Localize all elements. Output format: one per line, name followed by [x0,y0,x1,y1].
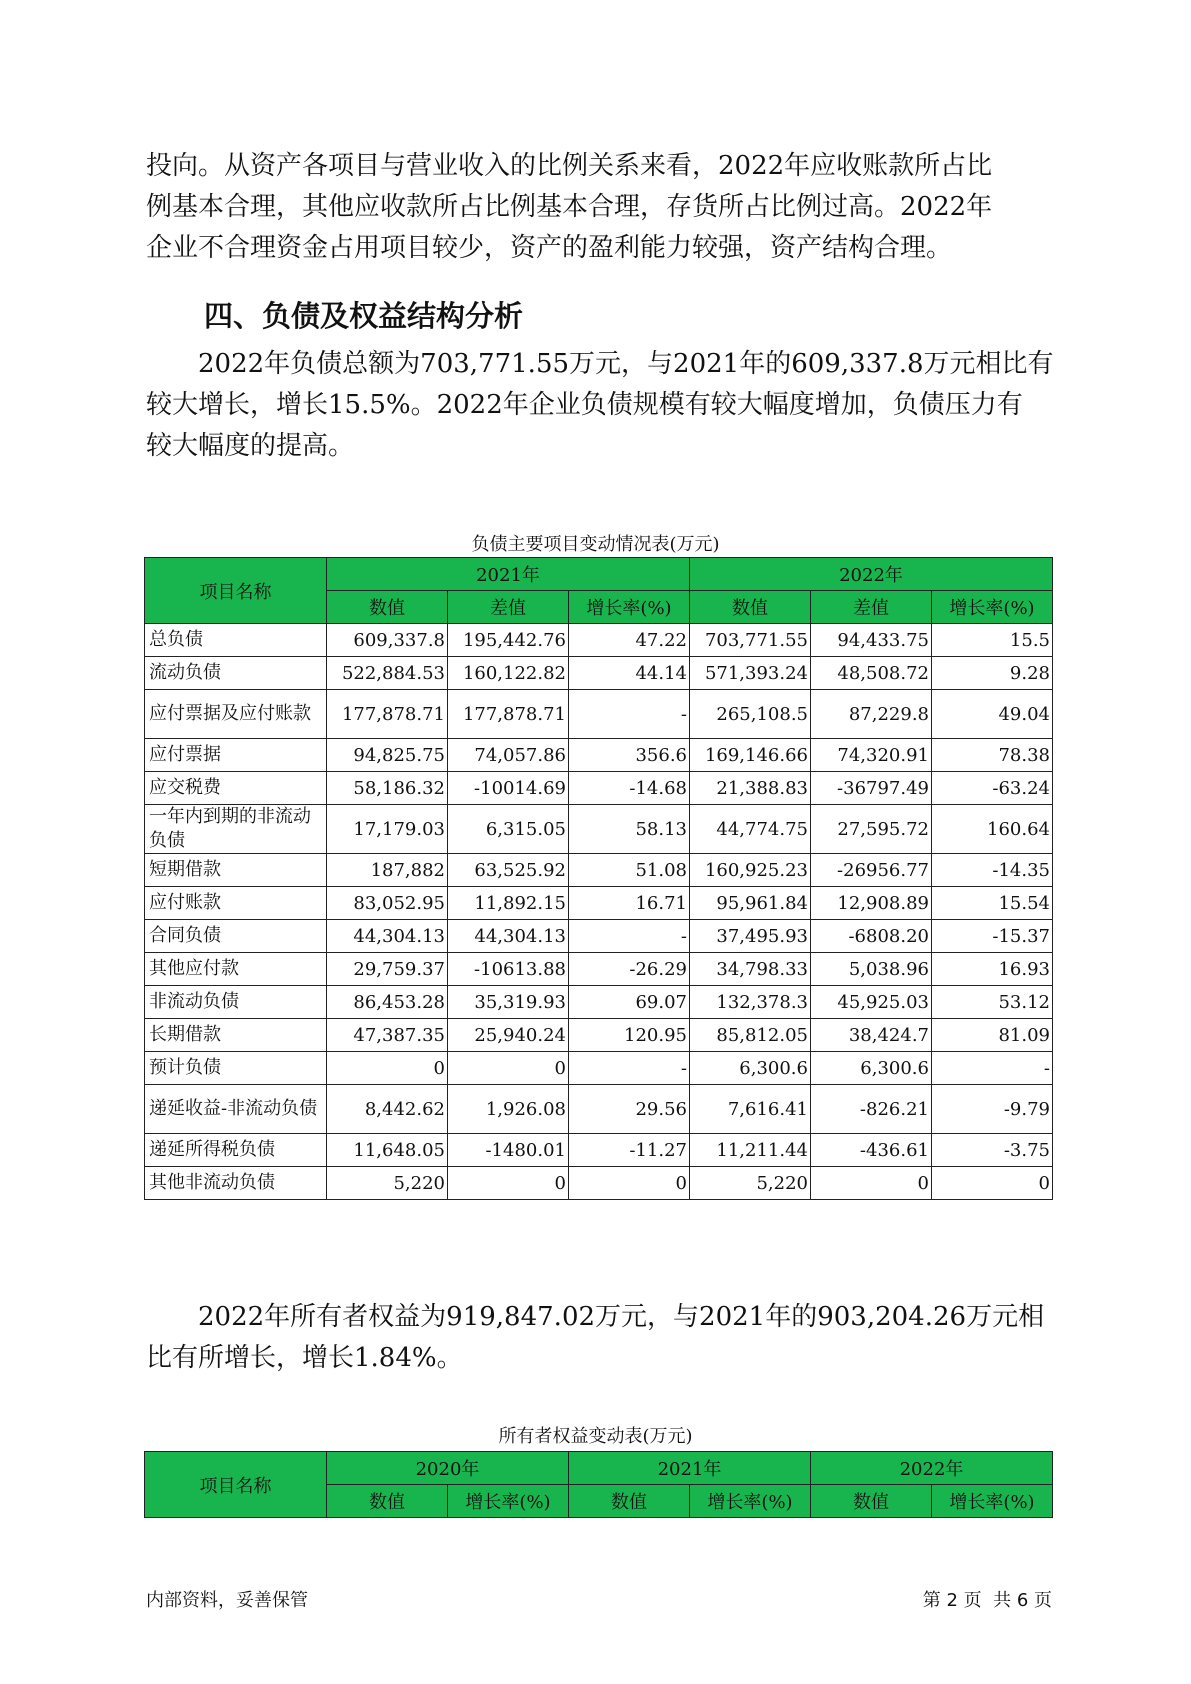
header-year: 2020年 [327,1452,569,1485]
table-cell: 44,774.75 [690,805,811,854]
subheader-cell: 增长率(%) [448,1485,569,1518]
table-cell: 1,926.08 [448,1085,569,1134]
table-cell: 47,387.35 [327,1019,448,1052]
table-cell: 58.13 [569,805,690,854]
table-cell: 9.28 [932,657,1053,690]
table-cell: 29,759.37 [327,953,448,986]
subheader-cell: 增长率(%) [569,591,690,624]
paragraph-line: 2022年所有者权益为919,847.02万元，与2021年的903,204.26万元相 [198,1302,1045,1332]
table-row [145,1085,1053,1134]
row-label: 递延所得税负债 [145,1134,327,1167]
table-cell: 120.95 [569,1019,690,1052]
table-row [145,772,1053,805]
table-cell: 6,315.05 [448,805,569,854]
table-cell: 45,925.03 [811,986,932,1019]
table-row [145,887,1053,920]
row-label: 应付票据及应付账款 [145,690,327,739]
table-cell: -10613.88 [448,953,569,986]
paragraph-line: 企业不合理资金占用项目较少，资产的盈利能力较强，资产结构合理。 [146,233,953,263]
table-cell: 5,220 [690,1167,811,1200]
row-label: 非流动负债 [145,986,327,1019]
table-row [145,624,1053,657]
header-year: 2022年 [811,1452,1053,1485]
table-cell: 74,320.91 [811,739,932,772]
table-cell: 37,495.93 [690,920,811,953]
table-cell: - [932,1052,1053,1085]
table-cell: 160,925.23 [690,854,811,887]
table-cell: -11.27 [569,1134,690,1167]
subheader-cell: 增长率(%) [932,591,1053,624]
row-label: 一年内到期的非流动负债 [145,805,327,854]
table-cell: 15.54 [932,887,1053,920]
row-label: 短期借款 [145,854,327,887]
table-cell: -14.35 [932,854,1053,887]
table-cell: 85,812.05 [690,1019,811,1052]
table-cell: -63.24 [932,772,1053,805]
table-row [145,986,1053,1019]
table-cell: 177,878.71 [448,690,569,739]
footer-confidential-note: 内部资料，妥善保管 [146,1590,308,1611]
table-cell: 81.09 [932,1019,1053,1052]
table-cell: -826.21 [811,1085,932,1134]
table-cell: 522,884.53 [327,657,448,690]
header-year: 2021年 [569,1452,811,1485]
table-cell: 25,940.24 [448,1019,569,1052]
subheader-cell: 数值 [690,591,811,624]
table-cell: 21,388.83 [690,772,811,805]
row-label: 应付账款 [145,887,327,920]
subheader-cell: 增长率(%) [690,1485,811,1518]
table-cell: - [569,690,690,739]
table-row [145,690,1053,739]
paragraph-line: 例基本合理，其他应收款所占比例基本合理，存货所占比例过高。2022年 [146,192,993,222]
table-cell: 12,908.89 [811,887,932,920]
subheader-cell: 差值 [811,591,932,624]
table-cell: -1480.01 [448,1134,569,1167]
table-cell: 8,442.62 [327,1085,448,1134]
table-cell: 0 [569,1167,690,1200]
table-cell: 78.38 [932,739,1053,772]
table-cell: 27,595.72 [811,805,932,854]
footer-page-number: 第 2 页 共 6 页 [922,1590,1052,1611]
table-row [145,657,1053,690]
table-cell: 11,892.15 [448,887,569,920]
table-cell: 17,179.03 [327,805,448,854]
table-row [145,920,1053,953]
table-cell: 83,052.95 [327,887,448,920]
table-cell: 74,057.86 [448,739,569,772]
row-label: 流动负债 [145,657,327,690]
table-cell: 47.22 [569,624,690,657]
table-cell: 95,961.84 [690,887,811,920]
table-row [145,739,1053,772]
row-label: 合同负债 [145,920,327,953]
paragraph-asset-summary [146,146,1046,269]
row-label: 总负债 [145,624,327,657]
table-cell: 51.08 [569,854,690,887]
row-label: 预计负债 [145,1052,327,1085]
table-cell: 6,300.6 [690,1052,811,1085]
table-cell: 132,378.3 [690,986,811,1019]
table-cell: -6808.20 [811,920,932,953]
table-cell: -436.61 [811,1134,932,1167]
table-row [145,805,1053,854]
table-cell: 265,108.5 [690,690,811,739]
table-cell: 48,508.72 [811,657,932,690]
table-cell: 0 [448,1167,569,1200]
table-header-row [145,1452,1053,1485]
header-item-name: 项目名称 [145,1452,327,1518]
table-cell: 11,648.05 [327,1134,448,1167]
row-label: 应付票据 [145,739,327,772]
table-cell: 29.56 [569,1085,690,1134]
paragraph-line: 比有所增长，增长1.84%。 [146,1343,463,1373]
table-cell: 16.93 [932,953,1053,986]
table-cell: 44,304.13 [448,920,569,953]
paragraph-line: 较大增长，增长15.5%。2022年企业负债规模有较大幅度增加，负债压力有 [146,390,1023,420]
table-row [145,953,1053,986]
table-cell: 0 [448,1052,569,1085]
table-cell: 44.14 [569,657,690,690]
table-cell: 571,393.24 [690,657,811,690]
table-cell: 44,304.13 [327,920,448,953]
paragraph-line: 2022年负债总额为703,771.55万元，与2021年的609,337.8万元相比有 [198,349,1054,379]
table-cell: -9.79 [932,1085,1053,1134]
table-cell: 34,798.33 [690,953,811,986]
table-cell: 169,146.66 [690,739,811,772]
table-cell: 7,616.41 [690,1085,811,1134]
header-year: 2022年 [690,558,1053,591]
subheader-cell: 数值 [811,1485,932,1518]
table-cell: 6,300.6 [811,1052,932,1085]
table-cell: - [569,1052,690,1085]
table-caption-equity: 所有者权益变动表(万元) [498,1426,693,1447]
table-row [145,1167,1053,1200]
table-row [145,1134,1053,1167]
table-cell: -26.29 [569,953,690,986]
equity-table [144,1451,1053,1518]
liabilities-table [144,557,1053,1200]
table-row [145,1019,1053,1052]
table-row [145,1052,1053,1085]
table-cell: 703,771.55 [690,624,811,657]
table-cell: 94,825.75 [327,739,448,772]
table-cell: 16.71 [569,887,690,920]
table-cell: 160,122.82 [448,657,569,690]
table-row [145,854,1053,887]
section-heading: 四、负债及权益结构分析 [204,299,524,333]
table-cell: 35,319.93 [448,986,569,1019]
subheader-cell: 数值 [569,1485,690,1518]
table-cell: -36797.49 [811,772,932,805]
row-label: 其他应付款 [145,953,327,986]
subheader-cell: 增长率(%) [932,1485,1053,1518]
table-cell: -3.75 [932,1134,1053,1167]
table-cell: 5,220 [327,1167,448,1200]
table-cell: - [569,920,690,953]
table-cell: -10014.69 [448,772,569,805]
table-cell: 15.5 [932,624,1053,657]
table-cell: 69.07 [569,986,690,1019]
table-cell: -15.37 [932,920,1053,953]
header-item-name: 项目名称 [145,558,327,624]
table-cell: 356.6 [569,739,690,772]
paragraph-equity-summary [146,1297,1046,1379]
paragraph-line: 投向。从资产各项目与营业收入的比例关系来看，2022年应收账款所占比 [146,151,993,181]
subheader-cell: 差值 [448,591,569,624]
table-cell: 187,882 [327,854,448,887]
table-cell: 86,453.28 [327,986,448,1019]
table-caption-liabilities: 负债主要项目变动情况表(万元) [471,534,720,555]
table-cell: 0 [327,1052,448,1085]
table-cell: -26956.77 [811,854,932,887]
table-cell: 177,878.71 [327,690,448,739]
paragraph-liability-summary [146,344,1054,467]
paragraph-line: 较大幅度的提高。 [146,431,355,461]
subheader-cell: 数值 [327,591,448,624]
table-cell: 58,186.32 [327,772,448,805]
table-cell: 609,337.8 [327,624,448,657]
header-year: 2021年 [327,558,690,591]
table-cell: 87,229.8 [811,690,932,739]
row-label: 递延收益-非流动负债 [145,1085,327,1134]
table-cell: 53.12 [932,986,1053,1019]
table-cell: 5,038.96 [811,953,932,986]
row-label: 其他非流动负债 [145,1167,327,1200]
table-header-row [145,558,1053,591]
row-label: 长期借款 [145,1019,327,1052]
table-cell: 0 [811,1167,932,1200]
table-cell: 38,424.7 [811,1019,932,1052]
table-cell: 11,211.44 [690,1134,811,1167]
table-cell: 0 [932,1167,1053,1200]
subheader-cell: 数值 [327,1485,448,1518]
table-cell: -14.68 [569,772,690,805]
table-cell: 94,433.75 [811,624,932,657]
table-cell: 49.04 [932,690,1053,739]
table-cell: 160.64 [932,805,1053,854]
table-cell: 195,442.76 [448,624,569,657]
row-label: 应交税费 [145,772,327,805]
table-cell: 63,525.92 [448,854,569,887]
